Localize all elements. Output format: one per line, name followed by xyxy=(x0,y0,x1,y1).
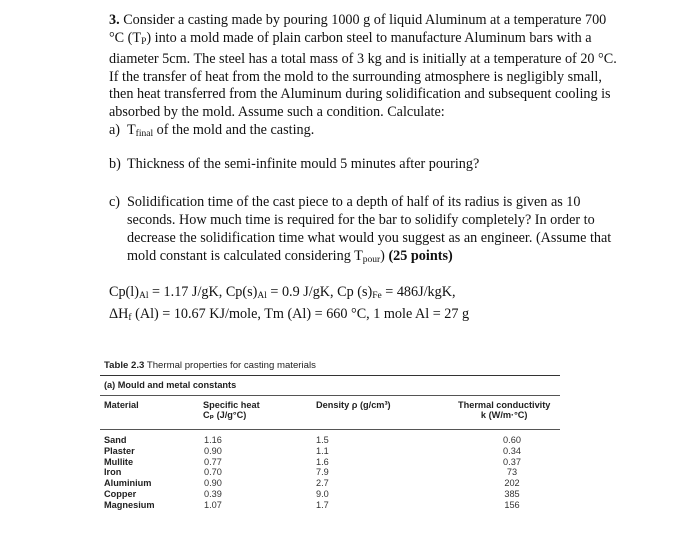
header-specific-heat xyxy=(203,400,260,420)
cp-solid-al: = 1.17 J/gK, Cp(s) xyxy=(148,284,258,300)
table-cell-material: Iron xyxy=(104,467,122,478)
table-cell-k: 385 xyxy=(504,488,520,499)
table-cell-k: 0.60 xyxy=(503,435,521,445)
header-material: Material xyxy=(104,400,139,410)
cp-liquid-label: Cp(l) xyxy=(109,284,139,300)
table-caption xyxy=(104,360,560,371)
header-conductivity xyxy=(458,400,550,420)
latent-heat-sub: f xyxy=(128,313,132,323)
constants-line-1 xyxy=(109,283,469,305)
table-cell-material: Magnesium xyxy=(104,499,155,510)
cp-fe-value: = 486J/kgK, xyxy=(381,284,456,300)
part-a-t-subscript: final xyxy=(135,129,154,139)
part-c-close: ) xyxy=(380,248,385,264)
table-cell-k: 73 xyxy=(506,467,518,478)
header-k-line2: k (W/m·°C) xyxy=(480,410,528,420)
part-c xyxy=(109,193,619,269)
cp-solid-al-sub: Al xyxy=(257,291,267,301)
part-c-label: c) xyxy=(109,194,121,210)
table-cell-cp: 1.07 xyxy=(204,499,222,510)
given-constants xyxy=(109,283,469,327)
table-caption-number: Table 2.3 xyxy=(104,360,145,371)
table-cell-cp: 0.90 xyxy=(204,445,222,456)
problem-intro-subscript: P xyxy=(141,36,147,47)
thermal-properties-table xyxy=(100,360,560,510)
table-cell-cp: 0.90 xyxy=(204,478,222,489)
part-c-text: Solidification time of the cast piece to a depth of half of its radius is given as 10 seconds. How much time is required for the bar to solidify completely? In order to decrease the solidification time what would you suggest as an engineer. (Assume that mold constant is calculated considering T xyxy=(127,194,612,264)
table-header-rule xyxy=(100,429,560,430)
table-cell-cp: 0.77 xyxy=(204,456,222,467)
table-cell-material: Mullite xyxy=(104,456,134,467)
part-a-text: of the mold and the casting. xyxy=(153,122,315,138)
table-cell-material: Plaster xyxy=(104,445,135,456)
header-cp-line1: Specific heat xyxy=(203,400,260,410)
column-specific-heat xyxy=(204,435,222,511)
table-cell-density: 1.5 xyxy=(316,435,329,445)
table-cell-k: 0.34 xyxy=(503,445,521,456)
column-material xyxy=(104,435,155,511)
table-section-title: (a) Mould and metal constants xyxy=(104,380,237,390)
table-cell-cp: 0.39 xyxy=(204,488,222,499)
cp-liquid-sub: Al xyxy=(138,291,149,301)
table-cell-density: 7.9 xyxy=(316,467,329,478)
cp-solid-fe-sub: Fe xyxy=(372,291,382,301)
table-cell-k: 202 xyxy=(504,478,520,489)
header-density: Density ρ (g/cm³) xyxy=(316,400,391,410)
table-cell-cp: 0.70 xyxy=(204,467,222,478)
problem-statement xyxy=(109,12,617,121)
latent-heat-rest: (Al) = 10.67 KJ/mole, Tm (Al) = 660 °C, 1 mole Al = 27 g xyxy=(131,306,470,322)
part-b-text: Thickness of the semi-infinite mould 5 minutes after pouring? xyxy=(127,156,480,172)
problem-intro: Consider a casting made by pouring 1000 g of liquid Aluminum at a temperature 700 °C (T xyxy=(109,12,607,46)
header-k-line1: Thermal conductivity xyxy=(458,400,551,410)
cp-solid-fe: = 0.9 J/gK, Cp (s) xyxy=(266,284,373,300)
table-cell-k: 156 xyxy=(504,499,520,510)
part-a-label: a) xyxy=(109,122,121,138)
table-cell-material: Aluminium xyxy=(104,478,152,489)
table-cell-material: Copper xyxy=(104,488,137,499)
table-cell-density: 9.0 xyxy=(316,488,329,499)
column-conductivity xyxy=(492,435,532,511)
table-top-rule xyxy=(100,375,560,376)
constants-line-2 xyxy=(109,305,469,327)
table-cell-material: Sand xyxy=(104,435,127,445)
table-cell-density: 1.1 xyxy=(316,445,329,456)
table-cell-density: 1.6 xyxy=(316,456,329,467)
column-density xyxy=(316,435,329,511)
table-cell-k: 0.37 xyxy=(503,456,521,467)
part-c-points: (25 points) xyxy=(384,248,453,264)
problem-intro-rest: ) into a mold made of plain carbon steel to manufacture Aluminum bars with a diameter 5cm. The steel has a total mass of 3 kg and is initially at a temperature of 20 °C. If the transfer of heat from the mold to the surrounding atmosphere is negligibly small, then heat transferred from the Aluminum during solidification and subsequent cooling is absorbed by the mold. Assume such a condition. Calculate: xyxy=(109,29,617,120)
problem-number: 3. xyxy=(109,12,120,28)
part-c-t-subscript: pour xyxy=(362,255,381,265)
part-a xyxy=(109,121,619,143)
table-cell-density: 1.7 xyxy=(316,499,329,510)
table-cell-cp: 1.16 xyxy=(204,435,222,445)
part-b-label: b) xyxy=(109,156,121,172)
part-b xyxy=(109,155,619,173)
header-cp-line2: Cₚ (J/g°C) xyxy=(203,410,247,420)
table-caption-text: Thermal properties for casting materials xyxy=(144,360,316,371)
latent-heat-label: ΔH xyxy=(109,306,129,322)
table-cell-density: 2.7 xyxy=(316,478,329,489)
table-section-rule xyxy=(100,395,560,396)
part-a-t: T xyxy=(127,122,136,138)
